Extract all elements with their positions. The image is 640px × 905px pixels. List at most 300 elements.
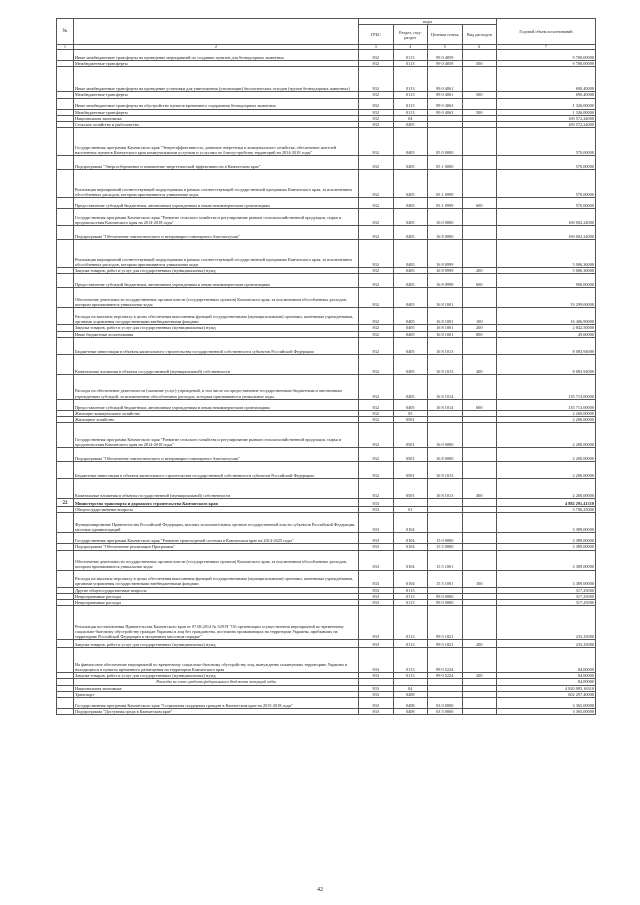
row-number	[57, 240, 74, 268]
row-target: 16 8 1001	[428, 288, 463, 308]
row-grbs: 832	[359, 462, 394, 479]
row-grbs: 832	[359, 67, 394, 92]
row-razdel: 0113	[393, 67, 428, 92]
row-razdel: 0113	[393, 640, 428, 648]
row-sum: 690,40000	[497, 67, 596, 92]
row-razdel: 0405	[393, 399, 428, 410]
row-expense-type: 400	[462, 354, 497, 374]
row-sum: 570,00000	[497, 198, 596, 209]
row-grbs: 833	[359, 544, 394, 550]
row-grbs: 832	[359, 274, 394, 288]
table-row	[57, 499, 596, 507]
row-number	[57, 337, 74, 354]
row-target: 15 5 1001	[428, 550, 463, 570]
row-number	[57, 308, 74, 325]
row-razdel: 0104	[393, 513, 428, 533]
row-target: 99 0 4061	[428, 92, 463, 98]
row-sum: 2 200,00000	[497, 417, 596, 423]
row-number	[57, 198, 74, 209]
header-razd: Раздел, под-раздел	[393, 25, 428, 45]
row-name: Предоставление субсидий бюджетным, автономным учреждениям и иным некоммерческим организациям	[74, 274, 359, 288]
row-grbs: 833	[359, 640, 394, 648]
table-row	[57, 448, 596, 462]
colnum-1: 1	[57, 45, 74, 50]
colnum-6: 6	[462, 45, 497, 50]
row-sum: 900,00000	[497, 274, 596, 288]
row-grbs: 832	[359, 198, 394, 209]
row-expense-type	[462, 499, 497, 507]
table-row	[57, 209, 596, 226]
row-target: 99 0 4061	[428, 67, 463, 92]
row-sum: 3 365,00000	[497, 698, 596, 709]
row-target: 16 8 1001	[428, 308, 463, 325]
row-sum: 169 002,24000	[497, 226, 596, 240]
row-sum: 570,00000	[497, 156, 596, 170]
table-row	[57, 198, 596, 209]
row-name: Подпрограмма "Доступная среда в Камчатском крае"	[74, 709, 359, 715]
table-row	[57, 156, 596, 170]
row-sum: 169 572,24000	[497, 115, 596, 121]
row-number	[57, 226, 74, 240]
row-target: 05 1 0000	[428, 156, 463, 170]
row-target: 99 0 4059	[428, 61, 463, 67]
row-name: Капитальные вложения в объекты государственной (муниципальной) собственности	[74, 479, 359, 499]
row-number	[57, 374, 74, 399]
row-name: Государственная программа Камчатского края "Развитие транспортной системы в Камчатском крае на 2014-2025 годы"	[74, 533, 359, 544]
row-name: Иные бюджетные ассигнования	[74, 331, 359, 337]
row-number	[57, 698, 74, 709]
table-row	[57, 399, 596, 410]
row-expense-type	[462, 513, 497, 533]
row-sum: 3 706,25000	[497, 507, 596, 513]
row-razdel: 0113	[393, 587, 428, 593]
row-sum: 2 842,50000	[497, 325, 596, 331]
row-grbs: 833	[359, 570, 394, 587]
row-target: 99 0 5224	[428, 673, 463, 679]
row-grbs: 833	[359, 673, 394, 679]
row-grbs: 832	[359, 308, 394, 325]
row-sum: 1 326,00000	[497, 109, 596, 115]
row-sum: 2 200,00000	[497, 448, 596, 462]
page-number: 42	[317, 887, 323, 893]
table-row	[57, 67, 596, 92]
row-number	[57, 50, 74, 61]
row-name: Межбюджетные трансферты	[74, 92, 359, 98]
row-target: 16 8 1014	[428, 374, 463, 399]
row-number	[57, 533, 74, 544]
row-sum: 135 713,00000	[497, 374, 596, 399]
row-target: 15 5 1001	[428, 570, 463, 587]
row-sum: 4 882 291,41310	[497, 499, 596, 507]
row-razdel: 0405	[393, 288, 428, 308]
row-sum: 19 299,00000	[497, 288, 596, 308]
row-expense-type	[462, 288, 497, 308]
row-name: Иные межбюджетные трансферты на проведение мероприятий по созданию пунктов для безнадзорных животных	[74, 50, 359, 61]
row-expense-type	[462, 50, 497, 61]
row-target: 16 8 1013	[428, 337, 463, 354]
row-expense-type	[462, 337, 497, 354]
row-target: 99 0 0000	[428, 600, 463, 606]
row-grbs: 832	[359, 61, 394, 67]
row-target: 16 8 0999	[428, 240, 463, 268]
table-row	[57, 170, 596, 198]
row-name: Функционирование Правительства Российской Федерации, высших исполнительных органов государственной власти субъектов Российской Федерации, местных администраций	[74, 513, 359, 533]
row-target: 16 8 1014	[428, 399, 463, 410]
row-sum: 3 389,00000	[497, 533, 596, 544]
row-razdel: 0405	[393, 374, 428, 399]
row-razdel: 0405	[393, 209, 428, 226]
row-razdel: 0104	[393, 544, 428, 550]
budget-body	[57, 50, 596, 715]
row-grbs: 832	[359, 50, 394, 61]
row-number	[57, 640, 74, 648]
row-grbs: 833	[359, 593, 394, 599]
row-name: Закупка товаров, работ и услуг для государственных (муниципальных) нужд	[74, 325, 359, 331]
table-row	[57, 462, 596, 479]
row-target: 16 8 0999	[428, 268, 463, 274]
row-target: 99 0 0000	[428, 593, 463, 599]
row-number	[57, 606, 74, 640]
row-name: Иные межбюджетные трансферты на обустройство пунктов временного содержания безнадзорных животных	[74, 98, 359, 109]
row-name: Общегосударственные вопросы	[74, 507, 359, 513]
row-razdel: 0405	[393, 268, 428, 274]
row-razdel: 0104	[393, 533, 428, 544]
row-grbs: 833	[359, 648, 394, 673]
row-expense-type: 100	[462, 308, 497, 325]
row-razdel: 0104	[393, 570, 428, 587]
row-expense-type	[462, 240, 497, 268]
row-razdel: 0405	[393, 122, 428, 128]
row-number	[57, 709, 74, 715]
row-target: 15 5 0000	[428, 544, 463, 550]
row-number	[57, 288, 74, 308]
row-grbs: 832	[359, 331, 394, 337]
row-sum: 84,00000	[497, 648, 596, 673]
row-target: 16 8 0000	[428, 448, 463, 462]
row-sum: 5 906,30000	[497, 240, 596, 268]
row-expense-type: 400	[462, 479, 497, 499]
header-cs: Целевая статья	[428, 25, 463, 45]
row-expense-type	[462, 709, 497, 715]
row-grbs: 832	[359, 354, 394, 374]
row-target: 05 1 0999	[428, 198, 463, 209]
row-target: 16 0 0000	[428, 209, 463, 226]
header-sum: Годовой объем ассигнований	[497, 19, 596, 45]
row-name: Реализация мероприятий соответствующей подпрограммы в рамках соответствующей государственной программы Камчатского края, за исключением обособленных расходов, которым присваиваются уникальные коды	[74, 240, 359, 268]
row-razdel: 0408	[393, 698, 428, 709]
row-target: 16 8 1013	[428, 354, 463, 374]
row-grbs: 832	[359, 268, 394, 274]
row-sum: 84,00000	[497, 679, 596, 685]
row-target: 99 0 1021	[428, 640, 463, 648]
row-sum: 570,00000	[497, 128, 596, 156]
row-number	[57, 354, 74, 374]
table-row	[57, 288, 596, 308]
budget-table	[56, 18, 596, 715]
row-expense-type	[462, 448, 497, 462]
row-razdel: 0405	[393, 331, 428, 337]
row-razdel: 0501	[393, 448, 428, 462]
row-expense-type: 600	[462, 274, 497, 288]
row-grbs: 833	[359, 550, 394, 570]
row-grbs: 832	[359, 479, 394, 499]
row-target	[428, 513, 463, 533]
row-razdel: 04	[393, 115, 428, 121]
row-expense-type: 200	[462, 268, 497, 274]
row-expense-type	[462, 226, 497, 240]
table-row	[57, 354, 596, 374]
row-name: Расходы за счет средств федерального бюджета текущий годы	[74, 679, 359, 685]
colnum-3: 3	[359, 45, 394, 50]
colnum-2: 2	[74, 45, 359, 50]
table-row	[57, 240, 596, 268]
row-sum: 317,25000	[497, 593, 596, 599]
row-sum: 2 200,00000	[497, 462, 596, 479]
row-name: Расходы на выплаты персоналу в целях обеспечения выполнения функций государственными (муниципальными) органами, казенными учреждениями, органами управления государственными внебюджетными фондами	[74, 570, 359, 587]
row-name: Расходы на обеспечение деятельности (оказание услуг) учреждений, в том числе на предоставление государственным бюджетным и автономным учреждениям субсидий, за исключением обособленных расходов, которым присваиваются уникальные коды	[74, 374, 359, 399]
row-target: 16 8 1001	[428, 325, 463, 331]
row-name: Межбюджетные трансферты	[74, 61, 359, 67]
row-expense-type	[462, 98, 497, 109]
row-razdel: 0501	[393, 479, 428, 499]
row-grbs: 832	[359, 410, 394, 416]
row-sum: 4 820 985,16310	[497, 685, 596, 691]
table-row	[57, 570, 596, 587]
row-name: Капитальные вложения в объекты государственной (муниципальной) собственности	[74, 354, 359, 374]
row-name: Бюджетные инвестиции в объекты капитального строительства государственной собственности субъектов Российской Федерации	[74, 462, 359, 479]
row-sum: 3 365,00000	[497, 709, 596, 715]
row-sum: 690,40000	[497, 92, 596, 98]
row-name: Подпрограмма "Обеспечение эпизоотического и ветеринарно-санитарного благополучия"	[74, 226, 359, 240]
row-name: Обеспечение деятельности государственных органов власти (государственных органов) Камчатского края, за исключением обособленных расходов, которым присваиваются уникальные коды	[74, 550, 359, 570]
row-name: Государственная программа Камчатского края "Развитие сельского хозяйства и регулирование рынков сельскохозяйственной продукции, сырья и продовольствия Камчатского края на 2014-2018 годы"	[74, 209, 359, 226]
row-expense-type	[462, 128, 497, 156]
row-sum: 9 700,00000	[497, 50, 596, 61]
table-row	[57, 709, 596, 715]
row-expense-type: 500	[462, 92, 497, 98]
row-razdel: 0113	[393, 593, 428, 599]
row-sum: 5 006,30000	[497, 268, 596, 274]
row-number	[57, 170, 74, 198]
row-sum: 317,25000	[497, 600, 596, 606]
table-row	[57, 226, 596, 240]
table-row	[57, 274, 596, 288]
row-name: Транспорт	[74, 691, 359, 697]
row-razdel: 0405	[393, 170, 428, 198]
row-name: Реализация мероприятий соответствующей подпрограммы в рамках соответствующей государственной программы Камчатского края, за исключением обособленных расходов, которым присваиваются уникальные коды	[74, 170, 359, 198]
row-razdel: 05	[393, 410, 428, 416]
row-name: Подпрограмма "Энергосбережение и повышение энергетической эффективности в Камчатском крае"	[74, 156, 359, 170]
row-name: Закупка товаров, работ и услуг для государственных (муниципальных) нужд	[74, 268, 359, 274]
row-razdel: 0408	[393, 709, 428, 715]
row-sum: 2 200,00000	[497, 423, 596, 448]
row-number	[57, 648, 74, 673]
row-razdel: 0405	[393, 198, 428, 209]
row-grbs: 833	[359, 606, 394, 640]
row-sum: 135 713,00000	[497, 399, 596, 410]
row-sum: 8 083,94000	[497, 354, 596, 374]
row-razdel: 0501	[393, 462, 428, 479]
row-sum: 3 389,00000	[497, 544, 596, 550]
row-number	[57, 479, 74, 499]
row-target: 99 0 1021	[428, 606, 463, 640]
row-number	[57, 423, 74, 448]
row-name: Закупка товаров, работ и услуг для государственных (муниципальных) нужд	[74, 640, 359, 648]
row-razdel: 0408	[393, 691, 428, 697]
row-expense-type	[462, 67, 497, 92]
row-target: 05 1 0999	[428, 170, 463, 198]
row-name: Государственная программа Камчатского края "Социальная поддержка граждан в Камчатском крае на 2015-2018 годы"	[74, 698, 359, 709]
row-razdel: 0113	[393, 109, 428, 115]
row-sum: 233,25000	[497, 606, 596, 640]
row-grbs: 832	[359, 209, 394, 226]
row-expense-type	[462, 170, 497, 198]
row-target: 16 8 0000	[428, 226, 463, 240]
row-grbs: 832	[359, 156, 394, 170]
row-expense-type	[462, 533, 497, 544]
row-grbs: 833	[359, 685, 394, 691]
row-razdel: 0113	[393, 600, 428, 606]
row-expense-type	[462, 648, 497, 673]
header-vr: Вид расходов	[462, 25, 497, 45]
row-razdel: 0405	[393, 240, 428, 268]
row-razdel: 0113	[393, 606, 428, 640]
row-name: Предоставление субсидий бюджетным, автономным учреждениям и иным некоммерческим организациям	[74, 399, 359, 410]
row-number	[57, 209, 74, 226]
row-sum: 233,25000	[497, 640, 596, 648]
row-razdel: 0104	[393, 550, 428, 570]
row-sum: 16 406,90000	[497, 308, 596, 325]
row-grbs: 833	[359, 499, 394, 507]
row-number	[57, 462, 74, 479]
row-grbs: 832	[359, 417, 394, 423]
table-row	[57, 533, 596, 544]
row-number	[57, 448, 74, 462]
budget-page	[56, 18, 596, 715]
row-name: Обеспечение деятельности государственных органов власти (государственных органов) Камчатского края, за исключением обособленных расходов, которым присваиваются уникальные коды	[74, 288, 359, 308]
row-sum: 3 389,00000	[497, 550, 596, 570]
row-number: 22	[57, 499, 74, 507]
row-name: Непрограммные расходы	[74, 600, 359, 606]
table-row	[57, 606, 596, 640]
row-target: 16 8 1013	[428, 462, 463, 479]
row-grbs: 832	[359, 374, 394, 399]
row-name: На финансовое обеспечение мероприятий по временному социально-бытовому обустройству лиц, вынужденно покинувших территорию Украины и находящихся в пунктах временного размещения на территории Камчатского края	[74, 648, 359, 673]
row-razdel: 0113	[393, 98, 428, 109]
row-number	[57, 513, 74, 533]
row-number	[57, 399, 74, 410]
row-razdel: 0405	[393, 156, 428, 170]
row-expense-type: 100	[462, 570, 497, 587]
row-expense-type	[462, 156, 497, 170]
row-name: Расходы на выплаты персоналу в целях обеспечения выполнения функций государственными (муниципальными) органами, казенными учреждениями, органами управления государственными внебюджетными фондами	[74, 308, 359, 325]
row-sum: 317,25000	[497, 587, 596, 593]
row-expense-type: 800	[462, 331, 497, 337]
row-target: 03 0 0000	[428, 698, 463, 709]
row-target: 99 0 4063	[428, 109, 463, 115]
row-name: Бюджетные инвестиции в объекты капитального строительства государственной собственности субъектов Российской Федерации	[74, 337, 359, 354]
row-grbs: 832	[359, 115, 394, 121]
row-expense-type	[462, 423, 497, 448]
row-expense-type: 600	[462, 399, 497, 410]
row-name: Другие общегосударственные вопросы	[74, 587, 359, 593]
table-row	[57, 423, 596, 448]
row-target: 16 8 0999	[428, 274, 463, 288]
row-sum: 84,00000	[497, 673, 596, 679]
table-row	[57, 308, 596, 325]
row-grbs: 832	[359, 448, 394, 462]
row-sum: 9 700,00000	[497, 61, 596, 67]
row-razdel: 01	[393, 507, 428, 513]
table-row	[57, 128, 596, 156]
row-razdel: 04	[393, 685, 428, 691]
colnum-7: 7	[497, 45, 596, 50]
row-sum: 2 200,00000	[497, 410, 596, 416]
row-grbs: 832	[359, 92, 394, 98]
row-grbs: 832	[359, 240, 394, 268]
row-number	[57, 156, 74, 170]
row-name: Государственная программа Камчатского края "Развитие сельского хозяйства и регулирование рынков сельскохозяйственной продукции, сырья и продовольствия Камчатского края на 2014-2018 годы"	[74, 423, 359, 448]
row-name: Межбюджетные трансферты	[74, 109, 359, 115]
table-row	[57, 640, 596, 648]
row-number	[57, 67, 74, 92]
row-razdel: 0405	[393, 354, 428, 374]
row-name: Национальная экономика	[74, 115, 359, 121]
row-razdel: 0113	[393, 50, 428, 61]
header-no: №	[57, 19, 74, 45]
row-razdel: 0113	[393, 673, 428, 679]
row-razdel: 0113	[393, 61, 428, 67]
row-grbs: 832	[359, 98, 394, 109]
row-sum: 49,60000	[497, 331, 596, 337]
row-grbs: 832	[359, 226, 394, 240]
row-number	[57, 128, 74, 156]
row-razdel	[393, 499, 428, 507]
row-name: Иные межбюджетные трансферты на проведение установки для уничтожения (утилизации) биологических отходов (трупов безнадзорных животных)	[74, 67, 359, 92]
row-expense-type: 200	[462, 640, 497, 648]
row-target	[428, 499, 463, 507]
row-sum: 169 572,24000	[497, 122, 596, 128]
row-name: Жилищно-коммунальное хозяйство	[74, 410, 359, 416]
colnum-5: 5	[428, 45, 463, 50]
row-sum: 570,00000	[497, 170, 596, 198]
header-row-top	[57, 19, 596, 25]
row-target: 03 3 0000	[428, 709, 463, 715]
row-expense-type	[462, 462, 497, 479]
row-sum: 8 083,94000	[497, 337, 596, 354]
row-sum: 1 326,00000	[497, 98, 596, 109]
row-name: Реализация постановления Правительства Камчатского края от 07.08.2014 № 329-П "Об организации осуществления мероприятий по временному социально-бытовому обустройству граждан Украины и лиц без гражданства, постоянно проживающих на территории Украины, прибывших на территорию Российской Федерации в экстренном массовом порядке"	[74, 606, 359, 640]
row-grbs: 832	[359, 423, 394, 448]
table-row	[57, 550, 596, 570]
row-sum: 602 297,40000	[497, 691, 596, 697]
row-name: Государственная программа Камчатского края "Энергоэффективность, развитие энергетики и коммунального хозяйства, обеспечение жителей населенных пунктов Камчатского края коммунальными услугами и услугами по благоустройству территорий на 2014-2018 годы"	[74, 128, 359, 156]
row-grbs: 832	[359, 288, 394, 308]
table-row	[57, 513, 596, 533]
row-razdel: 0405	[393, 337, 428, 354]
row-number	[57, 550, 74, 570]
row-grbs: 833	[359, 709, 394, 715]
row-razdel: 0501	[393, 423, 428, 448]
row-grbs: 833	[359, 513, 394, 533]
row-expense-type	[462, 606, 497, 640]
row-razdel: 0405	[393, 325, 428, 331]
header-codes: коды	[359, 19, 497, 25]
row-razdel: 0405	[393, 308, 428, 325]
header-name	[74, 19, 359, 45]
row-target: 16 8 1001	[428, 331, 463, 337]
row-expense-type: 600	[462, 198, 497, 209]
